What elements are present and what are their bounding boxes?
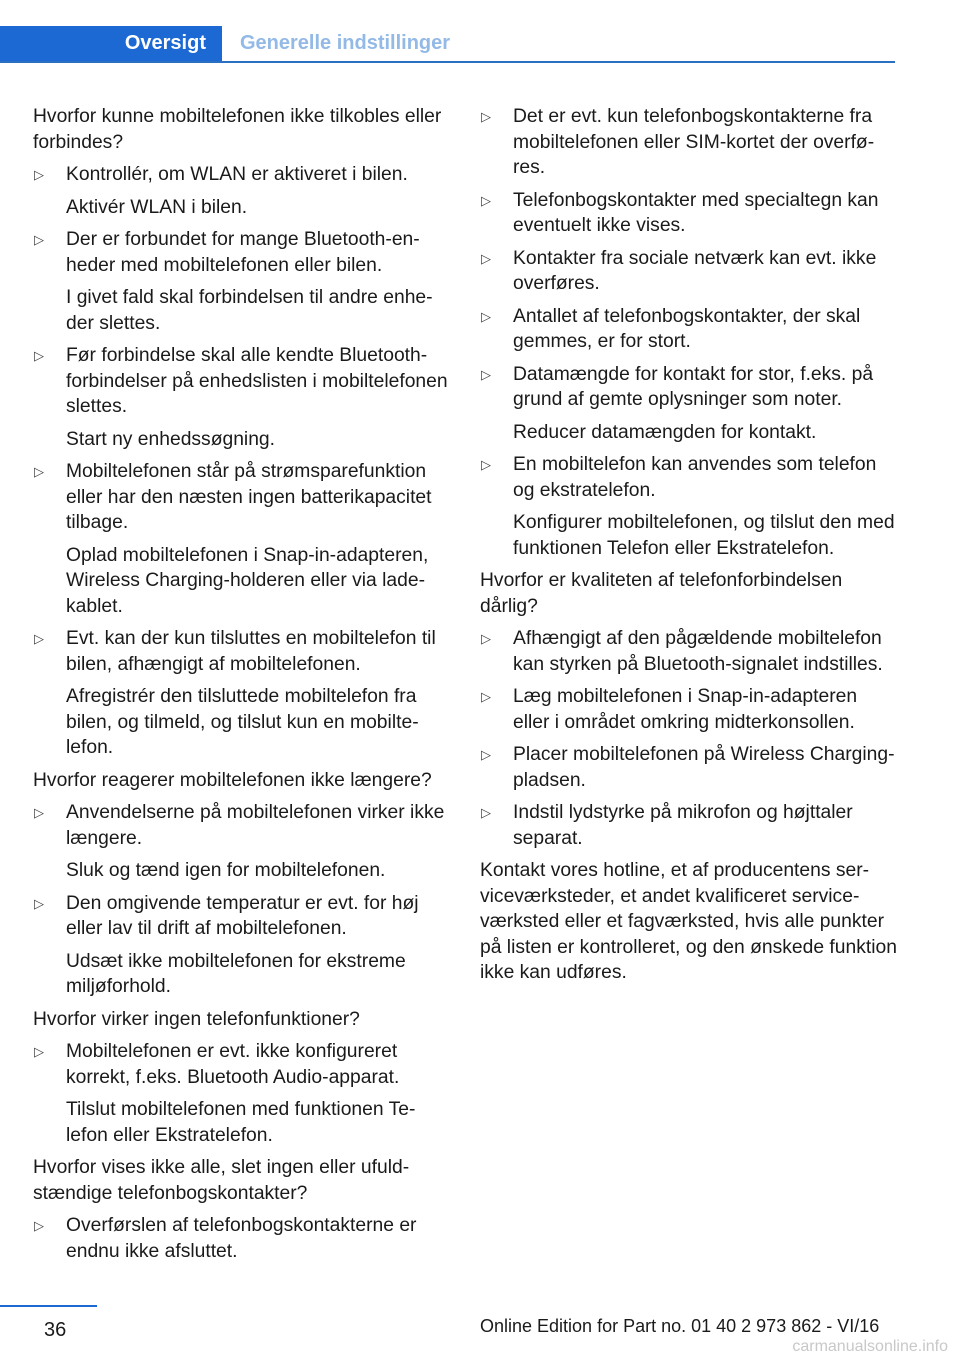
- triangle-bullet-icon: ▷: [34, 631, 44, 646]
- triangle-bullet-icon: ▷: [481, 192, 491, 208]
- list-item: [33, 1039, 449, 1148]
- list-item-text: Mobiltelefonen står på strømsparefunktion eller har den næsten ingen batterikapacitet tilbage.: [66, 461, 432, 533]
- left-column: [33, 104, 449, 1271]
- list-item: [480, 742, 898, 793]
- edition-note: Online Edition for Part no. 01 40 2 973 862 - VI/16: [480, 1316, 880, 1336]
- tab-generelle-indstillinger[interactable]: Generelle indstillinger: [240, 32, 451, 54]
- list-item-remedy: Udsæt ikke mobiltelefonen for ekstreme miljøforhold.: [66, 950, 406, 997]
- question-text: Hvorfor kunne mobiltelefonen ikke tilkobles eller forbindes?: [33, 106, 442, 153]
- triangle-bullet-icon: ▷: [34, 805, 44, 820]
- list-item-text: Afhængigt af den pågældende mobiltelefon kan styrken på Bluetooth-signalet indstilles.: [513, 628, 883, 675]
- list-item-text: Læg mobiltelefonen i Snap-in-adapteren eller i området omkring midterkonsollen.: [513, 686, 858, 733]
- triangle-bullet-icon: ▷: [481, 747, 491, 762]
- list-item-text: Mobiltelefonen er evt. ikke konfigureret korrekt, f.eks. Bluetooth Audio-apparat.: [66, 1041, 400, 1088]
- list-item: [480, 304, 898, 355]
- triangle-bullet-icon: ▷: [34, 232, 44, 247]
- triangle-bullet-icon: ▷: [481, 109, 491, 124]
- question-text: Hvorfor virker ingen telefonfunktioner?: [33, 1008, 360, 1030]
- list-item-text: Telefonbogskontakter med specialtegn kan eventuelt ikke vises.: [513, 189, 879, 236]
- list-item: [480, 246, 898, 297]
- footer-rule: [0, 1305, 97, 1307]
- triangle-bullet-icon: ▷: [481, 631, 491, 646]
- list-item: [480, 684, 898, 735]
- watermark: carmanualsonline.info: [792, 1338, 948, 1355]
- list-item-remedy: Konfigurer mobiltelefonen, og tilslut den med funktionen Telefon eller Ekstratelefon.: [513, 512, 895, 559]
- list-item: [480, 104, 898, 181]
- list-item-remedy: I givet fald skal forbindelsen til andre enheder slettes.: [66, 287, 433, 334]
- list-item-remedy: Oplad mobiltelefonen i Snap-in-adapteren, Wireless Charging-holderen eller via ladekablet.: [66, 544, 429, 617]
- list-item-text: Der er forbundet for mange Bluetooth-enheder med mobiltelefonen eller bilen.: [66, 229, 420, 276]
- list-item-remedy: Reducer datamængden for kontakt.: [513, 421, 817, 443]
- list-item-text: Evt. kan der kun tilsluttes en mobiltelefon til bilen, afhængigt af mobiltelefonen.: [66, 628, 436, 675]
- triangle-bullet-icon: ▷: [481, 805, 491, 820]
- list-item-text: Kontakter fra sociale netværk kan evt. ikke overføres.: [513, 247, 877, 294]
- list-item: [33, 459, 449, 619]
- triangle-bullet-icon: ▷: [481, 250, 491, 266]
- list-item-text: Overførslen af telefonbogskontakterne er endnu ikke afsluttet.: [66, 1215, 417, 1262]
- list-item: [33, 227, 449, 336]
- triangle-bullet-icon: ▷: [34, 167, 44, 182]
- list-item-text: Kontrollér, om WLAN er aktiveret i bilen.: [66, 164, 408, 185]
- list-item-text: Den omgivende temperatur er evt. for høj eller lav til drift af mobiltelefonen.: [66, 892, 419, 939]
- header-bar: [0, 0, 895, 63]
- list-item: [33, 162, 449, 220]
- triangle-bullet-icon: ▷: [34, 1044, 44, 1059]
- list-item-remedy: Afregistrér den tilsluttede mobiltelefon fra bilen, og tilmeld, og tilslut kun en mobiltelefon.: [66, 686, 419, 758]
- question-text: Hvorfor er kvaliteten af telefonforbindelsen dårlig?: [480, 570, 843, 617]
- list-item: [33, 891, 449, 1000]
- question-text: Hvorfor reagerer mobiltelefonen ikke længere?: [33, 769, 432, 791]
- list-item-remedy: Aktivér WLAN i bilen.: [66, 196, 248, 218]
- list-item-text: Placer mobiltelefonen på Wireless Charging-pladsen.: [513, 744, 895, 791]
- triangle-bullet-icon: ▷: [34, 1218, 44, 1233]
- triangle-bullet-icon: ▷: [34, 895, 44, 911]
- question-text: Kontakt vores hotline, et af producentens serviceværksteder, et andet kvalificeret serviceværksted eller et fagværksted, hvis alle punkter på listen er kontrolleret, og den ønskede funktion ikke kan udføres.: [480, 860, 897, 983]
- list-item: [480, 362, 898, 446]
- page-number: 36: [44, 1319, 67, 1341]
- list-item: [33, 1213, 449, 1264]
- right-column: [480, 104, 898, 993]
- triangle-bullet-icon: ▷: [481, 457, 491, 472]
- question-text: Hvorfor vises ikke alle, slet ingen eller ufuldstændige telefonbogskontakter?: [33, 1157, 410, 1204]
- list-item-text: Datamængde for kontakt for stor, f.eks. på grund af gemte oplysninger som noter.: [513, 363, 874, 410]
- list-item-remedy: Sluk og tænd igen for mobiltelefonen.: [66, 860, 386, 881]
- list-item-text: Anvendelserne på mobiltelefonen virker ikke længere.: [66, 802, 445, 849]
- triangle-bullet-icon: ▷: [481, 366, 491, 382]
- tab-oversigt[interactable]: Oversigt: [0, 26, 222, 61]
- list-item: [480, 626, 898, 677]
- list-item-text: Indstil lydstyrke på mikrofon og højttaler separat.: [513, 802, 853, 849]
- triangle-bullet-icon: ▷: [481, 689, 491, 704]
- triangle-bullet-icon: ▷: [34, 348, 44, 363]
- list-item-text: En mobiltelefon kan anvendes som telefon og ekstratelefon.: [513, 454, 877, 501]
- list-item-remedy: Start ny enhedssøgning.: [66, 428, 276, 450]
- list-item: [33, 800, 449, 884]
- triangle-bullet-icon: ▷: [481, 308, 491, 324]
- triangle-bullet-icon: ▷: [34, 464, 44, 479]
- list-item: [480, 188, 898, 239]
- list-item: [33, 343, 449, 452]
- list-item-text: Antallet af telefonbogskontakter, der skal gemmes, er for stort.: [513, 305, 861, 352]
- list-item: [480, 452, 898, 561]
- list-item-text: Det er evt. kun telefonbogskontakterne fra mobiltelefonen eller SIM-kortet der overføres.: [513, 106, 875, 178]
- list-item: [480, 800, 898, 851]
- list-item: [33, 626, 449, 761]
- list-item-remedy: Tilslut mobiltelefonen med funktionen Telefon eller Ekstratelefon.: [66, 1099, 416, 1146]
- list-item-text: Før forbindelse skal alle kendte Bluetooth-forbindelser på enhedslisten i mobiltelefonen slettes.: [66, 345, 448, 417]
